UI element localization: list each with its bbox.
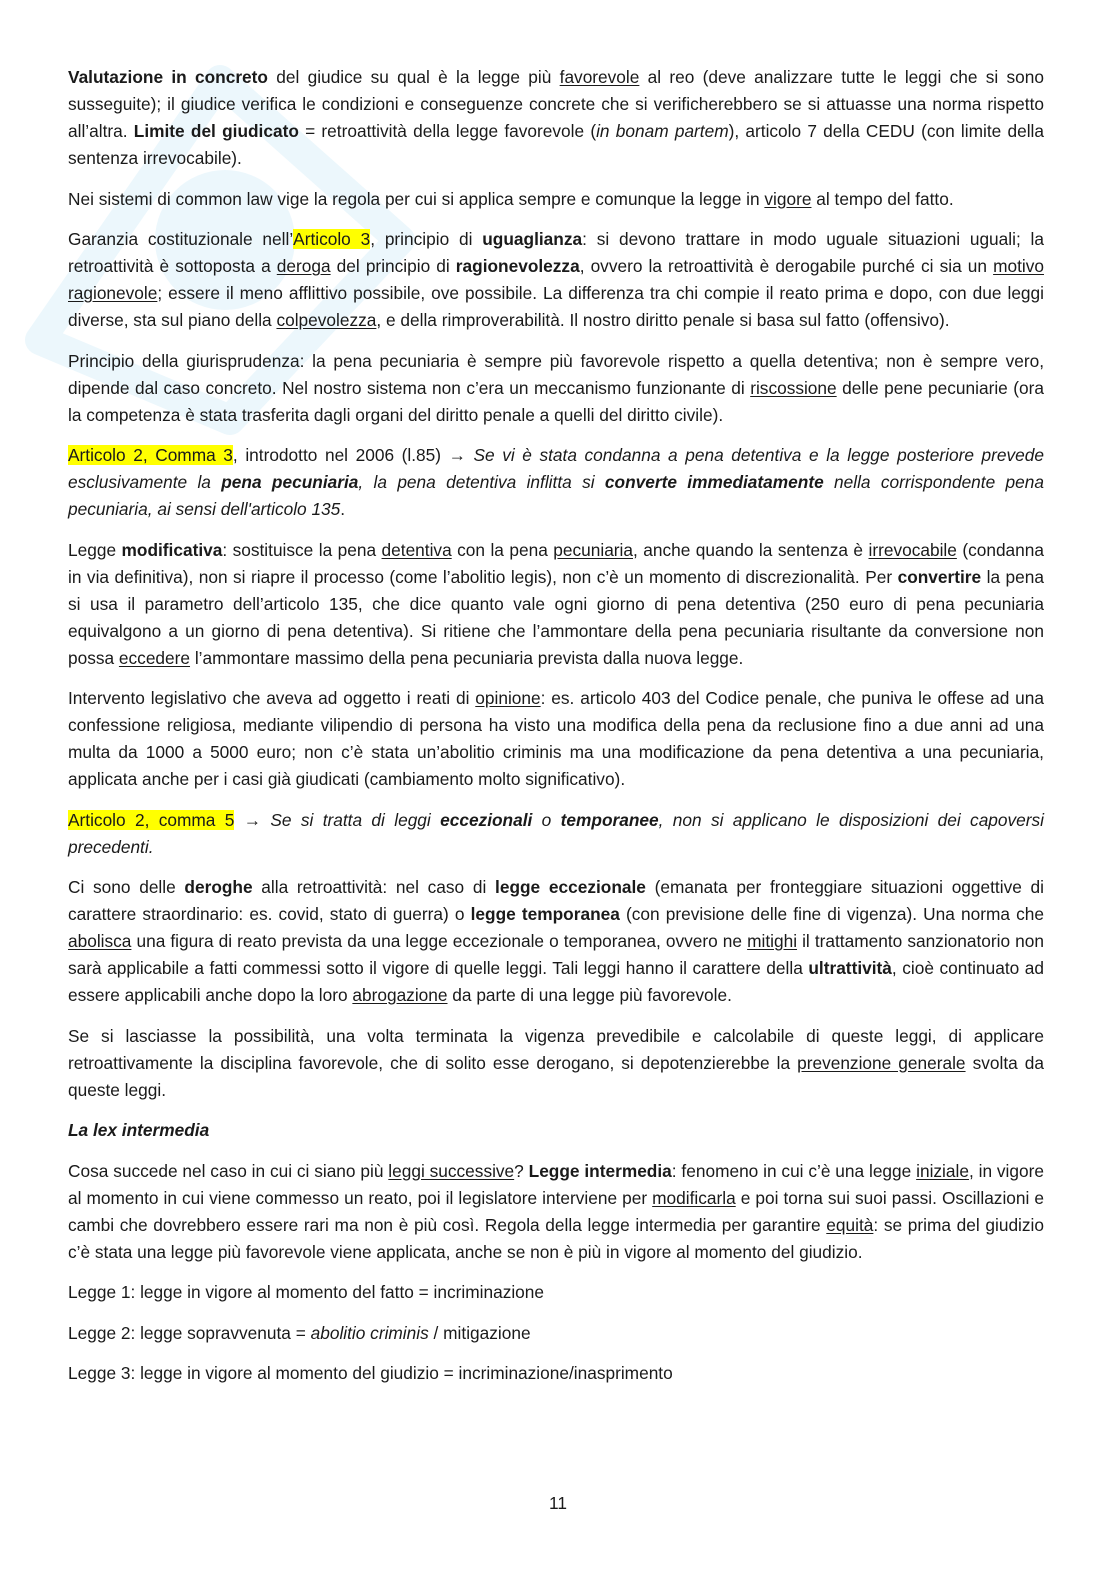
underlined-term: leggi successive (388, 1160, 515, 1181)
text: la pena si usa il parametro dell’articolo 135, che dice quanto vale ogni giorno di pena detentiva (250 euro di pena pecuniaria equivalgono a un giorno di pena detentiva). Si ritiene che l’ammontare della pena pecuniaria risultante da conversione non possa (68, 566, 1045, 668)
underlined-term: iniziale (916, 1160, 969, 1181)
text: = retroattività della legge favorevole ( (298, 121, 597, 141)
highlighted-article: Articolo 3 (293, 229, 371, 249)
italic-text: nella corrispondente pena pecuniaria, ai sensi dell'articolo 135 (68, 472, 1045, 519)
italic-text: , non si applicano le disposizioni dei capoversi precedenti. (68, 809, 1045, 857)
bold-term: ragionevolezza (455, 256, 580, 276)
document-body (68, 64, 1044, 1401)
italic-term: in bonam partem (596, 121, 729, 141)
text: Cosa succede nel caso in cui ci siano più (68, 1160, 389, 1181)
underlined-term: vigore (764, 188, 812, 209)
text: del principio di (330, 256, 456, 276)
text: Garanzia costituzionale nell’ (68, 229, 294, 249)
text: da parte di una legge più favorevole. (447, 985, 732, 1005)
bold-term: Limite del giudicato (133, 121, 299, 141)
text: Ci sono delle (68, 877, 185, 897)
text: ; essere il meno afflittivo possibile, ove possibile. La differenza tra chi compie il reato prima e dopo, con due leggi diverse, sta sul piano della (68, 283, 1044, 330)
text: Legge 2: legge sopravvenuta = (68, 1322, 311, 1343)
bold-term: legge temporanea (470, 904, 620, 924)
underlined-term: opinione (475, 688, 541, 708)
text: una figura di reato prevista da una legge eccezionale o temporanea, ovvero ne (131, 931, 748, 951)
list-item-legge-2 (68, 1320, 1044, 1347)
underlined-term: pecuniaria (553, 539, 634, 560)
highlighted-article: Articolo 2, Comma 3 (68, 445, 233, 465)
list-item-legge-1: Legge 1: legge in vigore al momento del fatto = incriminazione (68, 1282, 545, 1302)
text: al tempo del fatto. (811, 188, 954, 209)
bold-term: modificativa (121, 539, 223, 560)
text: , ovvero la retroattività è derogabile purché ci sia un (579, 256, 994, 276)
italic-text: Se si tratta di leggi (270, 809, 441, 830)
underlined-term: abolisca (68, 931, 132, 951)
paragraph-common-law (68, 186, 1044, 213)
text: : si devono trattare in modo uguale situazioni uguali; la retroattività è sottoposta a (68, 229, 1045, 276)
text: Nei sistemi di common law vige la regola per cui si applica sempre e comunque la legge in (68, 188, 765, 209)
underlined-term: equità (826, 1214, 874, 1235)
bold-term: uguaglianza (482, 229, 583, 249)
paragraph-legge-intermedia (68, 1158, 1044, 1266)
text: , introdotto nel 2006 (l.85) → (232, 445, 474, 465)
paragraph-garanzia (68, 226, 1044, 334)
paragraph-articolo-2-comma-3 (68, 442, 1044, 523)
bold-italic-term: temporanee (560, 809, 659, 830)
text: . (340, 499, 346, 519)
text: Principio della giurisprudenza: la pena pecuniaria è sempre più favorevole rispetto a quella detentiva; non è sempre vero, dipende dal caso concreto. Nel nostro sistema non c’era un meccanismo funzionante di (68, 350, 1044, 398)
underlined-term: riscossione (750, 377, 837, 398)
bold-term: convertire (897, 566, 982, 587)
underlined-term: irrevocabile (868, 539, 957, 560)
text: → (234, 809, 271, 830)
italic-term: abolitio criminis (310, 1322, 429, 1343)
text: , cioè continuato ad essere applicabili anche dopo la loro (68, 958, 1044, 1005)
text: Legge (68, 539, 122, 560)
paragraph-vigenza (68, 1023, 1044, 1104)
text: , e della rimproverabilità. Il nostro diritto penale si basa sul fatto (offensivo). (376, 310, 950, 330)
bold-term: legge eccezionale (495, 877, 646, 897)
underlined-term: motivo ragionevole (68, 256, 1044, 303)
text: / mitigazione (428, 1322, 531, 1343)
text: delle pene pecuniarie (ora la competenza è stata trasferita dagli organi del diritto penale a quelli del diritto civile). (68, 377, 1044, 425)
text: al reo (deve analizzare tutte le leggi che si sono susseguite); il giudice verifica le condizioni e conseguenze concrete che si verificherebbero se si attuasse una norma rispetto all’altra. (68, 67, 1044, 141)
text: il trattamento sanzionatorio non sarà applicabile a fatti commessi sotto il vigore di quelle leggi. Tali leggi hanno il carattere della (68, 931, 1045, 978)
text: del giudice su qual è la legge più (267, 67, 560, 87)
text: , in vigore al momento in cui viene commesso un reato, poi il legislatore interviene per (68, 1160, 1044, 1208)
underlined-term: favorevole (559, 67, 640, 87)
text: , anche quando la sentenza è (633, 539, 869, 560)
underlined-term: mitighi (747, 931, 798, 951)
paragraph-valutazione (68, 64, 1044, 172)
text: : fenomeno in cui c’è una legge (671, 1160, 917, 1181)
text: (con previsione delle fine di vigenza). Una norma che (619, 904, 1044, 924)
italic-text: o (532, 809, 561, 830)
highlighted-article: Articolo 2, comma 5 (68, 809, 235, 830)
page-number: 11 (549, 1493, 567, 1513)
paragraph-articolo-2-comma-5 (68, 807, 1044, 861)
bold-term: Legge intermedia (528, 1160, 672, 1181)
bold-term: ultrattività (808, 958, 892, 978)
underlined-term: eccedere (118, 647, 191, 668)
bold-italic-term: converte immediatamente (604, 472, 824, 492)
italic-text: , la pena detentiva inflitta si (358, 472, 605, 492)
text: e poi torna sui suoi passi. Oscillazioni e cambi che dovrebbero essere rari ma non è più così. Regola della legge intermedia per garantire (68, 1187, 1044, 1235)
text: ? (514, 1160, 529, 1181)
text: ), articolo 7 della CEDU (con limite della sentenza irrevocabile). (68, 121, 1044, 168)
text: con la pena (451, 539, 554, 560)
section-heading: La lex intermedia (68, 1120, 210, 1140)
underlined-term: detentiva (381, 539, 452, 560)
text: : sostituisce la pena (222, 539, 382, 560)
bold-term: deroghe (184, 877, 253, 897)
italic-text: Se vi è stata condanna a pena detentiva e la legge posteriore prevede esclusivamente la (68, 445, 1045, 492)
bold-term: Valutazione in concreto (68, 67, 268, 87)
bold-italic-term: eccezionali (440, 809, 533, 830)
text: svolta da queste leggi. (68, 1052, 1044, 1100)
text: (condanna in via definitiva), non si riapre il processo (come l’abolitio legis), non c’è un momento di discrezionalità. Per (68, 539, 1045, 587)
list-item-legge-3: Legge 3: legge in vigore al momento del giudizio = incriminazione/inasprimento (68, 1363, 673, 1383)
bold-italic-term: pena pecuniaria (221, 472, 359, 492)
text: l’ammontare massimo della pena pecuniaria prevista dalla nuova legge. (190, 647, 744, 668)
text: : se prima del giudizio c’è stata una legge più favorevole viene applicata, anche se non è più in vigore al momento del giudizio. (68, 1214, 1044, 1262)
paragraph-legge-modificativa (68, 537, 1044, 672)
text: (emanata per fronteggiare situazioni oggettive di carattere straordinario: es. covid, stato di guerra) o (68, 877, 1044, 924)
underlined-term: deroga (276, 256, 331, 276)
text: Se si lasciasse la possibilità, una volta terminata la vigenza prevedibile e calcolabile di queste leggi, di applicare retroattivamente la disciplina favorevole, che di solito esse derogano, si depotenzierebbe la (68, 1025, 1044, 1073)
underlined-term: abrogazione (352, 985, 448, 1005)
text: : es. articolo 403 del Codice penale, che puniva le offese ad una confessione religiosa, mediante vilipendio di persona ha visto una modifica della pena da reclusione fino a due anni ad una multa da 1000 a 5000 euro; non c’è stata un’abolitio criminis ma una modificazione da pena detentiva a una pecuniaria, applicata anche per i casi già giudicati (cambiamento molto significativo). (68, 688, 1044, 789)
paragraph-deroghe (68, 874, 1044, 1009)
paragraph-giurisprudenza (68, 348, 1044, 429)
text: , principio di (370, 229, 483, 249)
underlined-term: prevenzione generale (797, 1052, 966, 1073)
underlined-term: modificarla (652, 1187, 736, 1208)
text: alla retroattività: nel caso di (252, 877, 496, 897)
paragraph-intervento-legislativo (68, 685, 1044, 793)
underlined-term: colpevolezza (276, 310, 377, 330)
text: Intervento legislativo che aveva ad oggetto i reati di (68, 688, 476, 708)
